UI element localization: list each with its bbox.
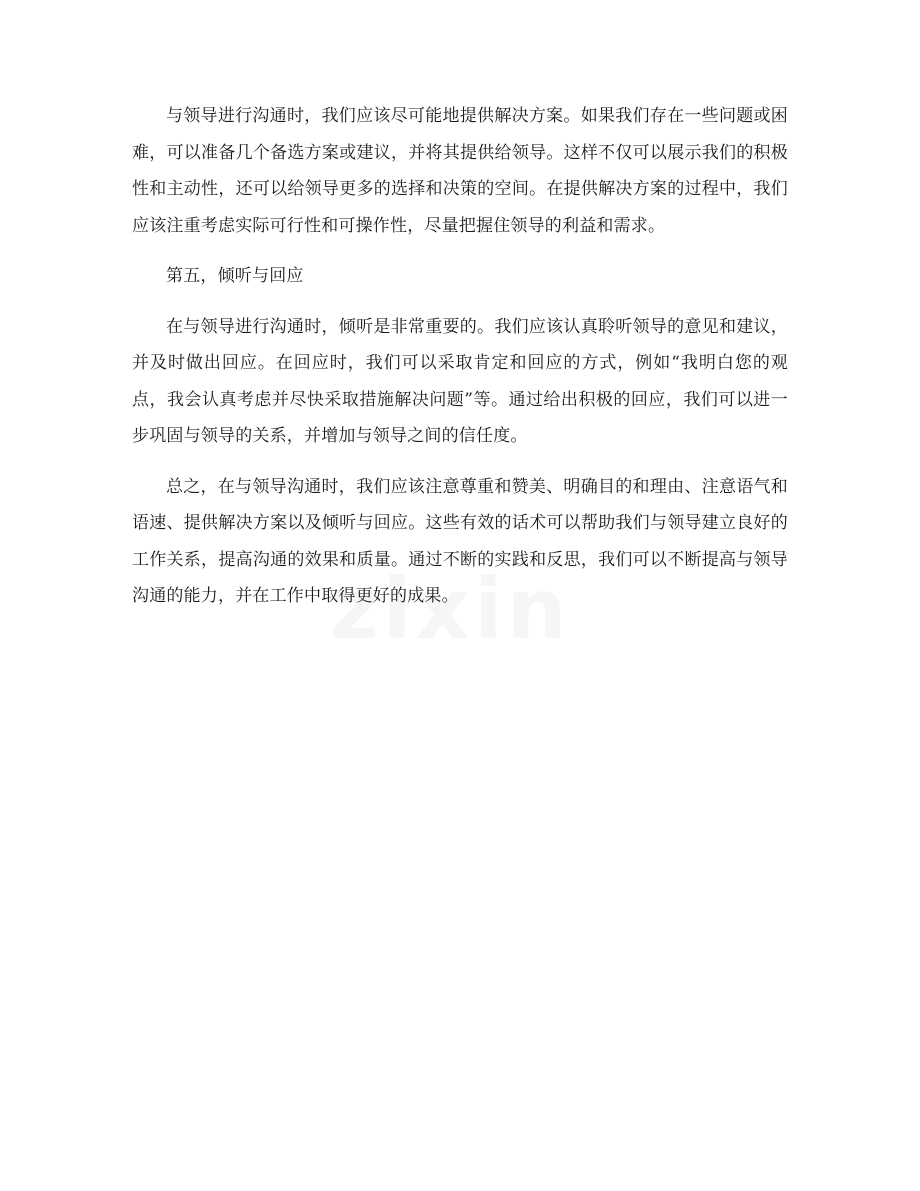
paragraph-conclusion: 总之，在与领导沟通时，我们应该注意尊重和赞美、明确目的和理由、注意语气和语速、提供解决方案以及倾听与回应。这些有效的话术可以帮助我们与领导建立良好的工作关系，提高沟通的效果和质量。通过不断的实践和反思，我们可以不断提高与领导沟通的能力，并在工作中取得更好的成果。 [132, 476, 788, 606]
paragraph-solutions: 与领导进行沟通时，我们应该尽可能地提供解决方案。如果我们存在一些问题或困难，可以准备几个备选方案或建议，并将其提供给领导。这样不仅可以展示我们的积极性和主动性，还可以给领导更多的选择和决策的空间。在提供解决方案的过程中，我们应该注重考虑实际可行性和可操作性，尽量把握住领导的利益和需求。 [132, 106, 788, 236]
paragraph-listening: 在与领导进行沟通时，倾听是非常重要的。我们应该认真聆听领导的意见和建议，并及时做出回应。在回应时，我们可以采取肯定和回应的方式，例如“我明白您的观点，我会认真考虑并尽快采取措施解决问题”等。通过给出积极的回应，我们可以进一步巩固与领导的关系，并增加与领导之间的信任度。 [132, 316, 788, 446]
section-heading-listen-respond: 第五，倾听与回应 [166, 266, 304, 286]
document-body [132, 98, 788, 615]
